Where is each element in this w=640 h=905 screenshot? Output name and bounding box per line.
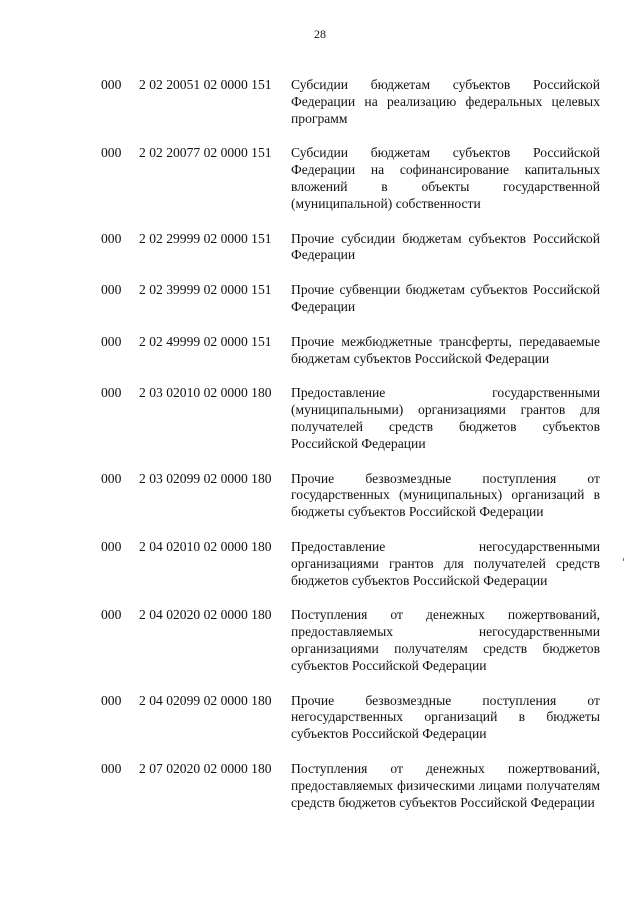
admin-code: 000 (101, 538, 122, 554)
budget-classification-code: 2 03 02099 02 0000 180 (139, 470, 272, 486)
admin-code: 000 (101, 385, 122, 401)
income-description: Прочие субсидии бюджетам субъектов Российской Федерации (291, 230, 600, 263)
income-description: Поступления от денежных пожертвований, предоставляемых физическими лицами получателям средств бюджетов субъектов Российской Федерации (291, 760, 600, 810)
table-row (101, 385, 601, 452)
table-row (101, 145, 601, 212)
admin-code: 000 (101, 282, 122, 298)
table-row (101, 761, 601, 811)
page-number: 28 (314, 27, 326, 41)
admin-code: 000 (101, 230, 122, 246)
budget-codes-table (101, 77, 601, 811)
income-description: Прочие межбюджетные трансферты, передаваемые бюджетам субъектов Российской Федерации (291, 333, 600, 366)
admin-code: 000 (101, 692, 122, 708)
admin-code: 000 (101, 470, 122, 486)
budget-classification-code: 2 02 49999 02 0000 151 (139, 333, 272, 349)
table-row (101, 77, 601, 127)
income-description: Поступления от денежных пожертвований, предоставляемых негосударственными организациями получателям средств бюджетов субъектов Российской Федерации (291, 607, 600, 673)
budget-classification-code: 2 07 02020 02 0000 180 (139, 760, 272, 776)
budget-classification-code: 2 02 29999 02 0000 151 (139, 230, 272, 246)
income-description: Предоставление негосударственными организациями грантов для получателей средств бюджетов субъектов Российской Федерации (291, 538, 600, 588)
admin-code: 000 (101, 760, 122, 776)
table-row (101, 539, 601, 589)
budget-classification-code: 2 04 02010 02 0000 180 (139, 538, 272, 554)
income-description: Субсидии бюджетам субъектов Российской Федерации на реализацию федеральных целевых программ (291, 77, 600, 126)
table-row (101, 607, 601, 674)
income-description: Прочие субвенции бюджетам субъектов Российской Федерации (291, 282, 600, 314)
income-description: Прочие безвозмездные поступления от государственных (муниципальных) организаций в бюджеты субъектов Российской Федерации (291, 470, 600, 520)
income-description: Предоставление государственными (муниципальными) организациями грантов для получателей средств бюджетов субъектов Российской Федерации (291, 385, 600, 451)
income-description: Прочие безвозмездные поступления от негосударственных организаций в бюджеты субъектов Российской Федерации (291, 692, 600, 742)
table-row (101, 693, 601, 743)
table-row (101, 471, 601, 521)
table-row (101, 282, 601, 316)
budget-classification-code: 2 04 02020 02 0000 180 (139, 607, 272, 623)
admin-code: 000 (101, 77, 122, 92)
table-row (101, 334, 601, 368)
budget-classification-code: 2 04 02099 02 0000 180 (139, 692, 272, 708)
scan-mark (623, 558, 624, 561)
admin-code: 000 (101, 145, 122, 161)
budget-classification-code: 2 02 20051 02 0000 151 (139, 77, 272, 92)
income-description: Субсидии бюджетам субъектов Российской Федерации на софинансирование капитальных вложений в объекты государственной (муниципальной) собственности (291, 145, 600, 211)
admin-code: 000 (101, 607, 122, 623)
admin-code: 000 (101, 333, 122, 349)
table-row (101, 231, 601, 265)
budget-classification-code: 2 02 39999 02 0000 151 (139, 282, 272, 298)
budget-classification-code: 2 03 02010 02 0000 180 (139, 385, 272, 401)
budget-classification-code: 2 02 20077 02 0000 151 (139, 145, 272, 161)
